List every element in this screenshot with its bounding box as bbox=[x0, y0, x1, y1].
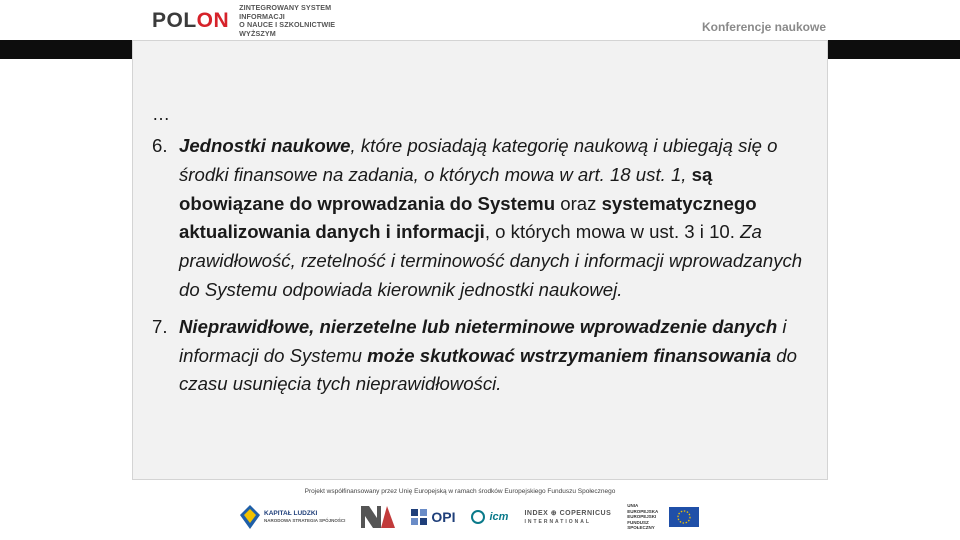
item6-part3: są obowiązane do wprowadzania do Systemu bbox=[179, 163, 713, 214]
footer-note: Projekt współfinansowany przez Unię Europejską w ramach środków Europejskiego Funduszu Społecznego bbox=[304, 488, 616, 495]
item-number: 7. bbox=[152, 315, 168, 337]
item7-part4: do czasu usunięcia tych nieprawidłowości. bbox=[179, 344, 797, 395]
eu-flag-icon bbox=[669, 507, 699, 527]
logo-wordmark bbox=[152, 10, 229, 32]
list-item-6 bbox=[152, 132, 812, 305]
nm-icon bbox=[361, 506, 395, 528]
logo-on-text: ON bbox=[196, 9, 230, 32]
kapital-ludzki-logo bbox=[240, 505, 345, 529]
kapital-ludzki-icon bbox=[240, 505, 260, 529]
eu-text-line2: EUROPEJSKI bbox=[627, 514, 657, 520]
sponsor-logos bbox=[240, 502, 699, 532]
item6-part4: oraz bbox=[555, 192, 602, 214]
logo-subtitle-line1: ZINTEGROWANY SYSTEM INFORMACJI bbox=[239, 3, 332, 21]
icm-icon bbox=[471, 510, 485, 524]
kapital-ludzki-text: KAPITAŁ LUDZKI bbox=[264, 510, 318, 517]
opi-logo bbox=[411, 509, 455, 525]
slide-content bbox=[152, 102, 812, 399]
item7-part1: Nieprawidłowe, nierzetelne lub nieterminowe wprowadzenie danych bbox=[179, 315, 778, 337]
header-title: Konferencje naukowe bbox=[701, 20, 826, 34]
item6-part5: systematycznego aktualizowania danych i informacji bbox=[179, 192, 757, 243]
ellipsis: … bbox=[152, 104, 170, 124]
item-text bbox=[179, 132, 812, 305]
opi-icon bbox=[411, 509, 427, 525]
opi-text: OPI bbox=[431, 509, 456, 525]
logo-subtitle bbox=[239, 4, 369, 38]
eu-logo bbox=[627, 503, 699, 531]
footer-logos-strip bbox=[154, 484, 766, 536]
item6-part2: , które posiadają kategorię naukową i ubiegają się o środki finansowe na zadania, o których mowa w art. 18 ust. 1, bbox=[179, 135, 778, 185]
index-copernicus-text: INDEX ⊕ COPERNICUS bbox=[524, 510, 612, 517]
item6-part6: , o których mowa w ust. 3 i 10. bbox=[484, 221, 741, 243]
header bbox=[0, 0, 960, 40]
eu-text bbox=[627, 503, 665, 531]
item6-part1: Jednostki naukowe bbox=[179, 135, 351, 156]
item-text bbox=[179, 313, 812, 399]
nm-logo bbox=[361, 506, 395, 528]
eu-text-line1: UNIA EUROPEJSKA bbox=[627, 503, 659, 514]
item-number: 6. bbox=[152, 135, 168, 156]
index-copernicus-logo bbox=[524, 509, 611, 525]
kapital-ludzki-subtext: NARODOWA STRATEGIA SPÓJNOŚCI bbox=[264, 518, 346, 523]
logo-subtitle-line2: O NAUCE I SZKOLNICTWIE WYŻSZYM bbox=[239, 20, 336, 38]
item7-part3: może skutkować wstrzymaniem finansowania bbox=[367, 344, 772, 366]
icm-logo bbox=[471, 510, 508, 524]
icm-text: icm bbox=[489, 511, 509, 523]
eu-text-line3: FUNDUSZ SPOŁECZNY bbox=[627, 519, 655, 531]
item7-part2: i informacji do Systemu bbox=[179, 315, 787, 366]
list-item-7 bbox=[152, 313, 812, 399]
item6-part7: Za prawidłowość, rzetelność i terminowość danych i informacji wprowadzanych do Systemu odpowiada kierownik jednostki naukowej. bbox=[179, 221, 803, 300]
pol-on-logo bbox=[152, 3, 369, 38]
logo-pol-text: POL bbox=[152, 9, 197, 32]
index-copernicus-subtext: INTERNATIONAL bbox=[524, 519, 591, 525]
